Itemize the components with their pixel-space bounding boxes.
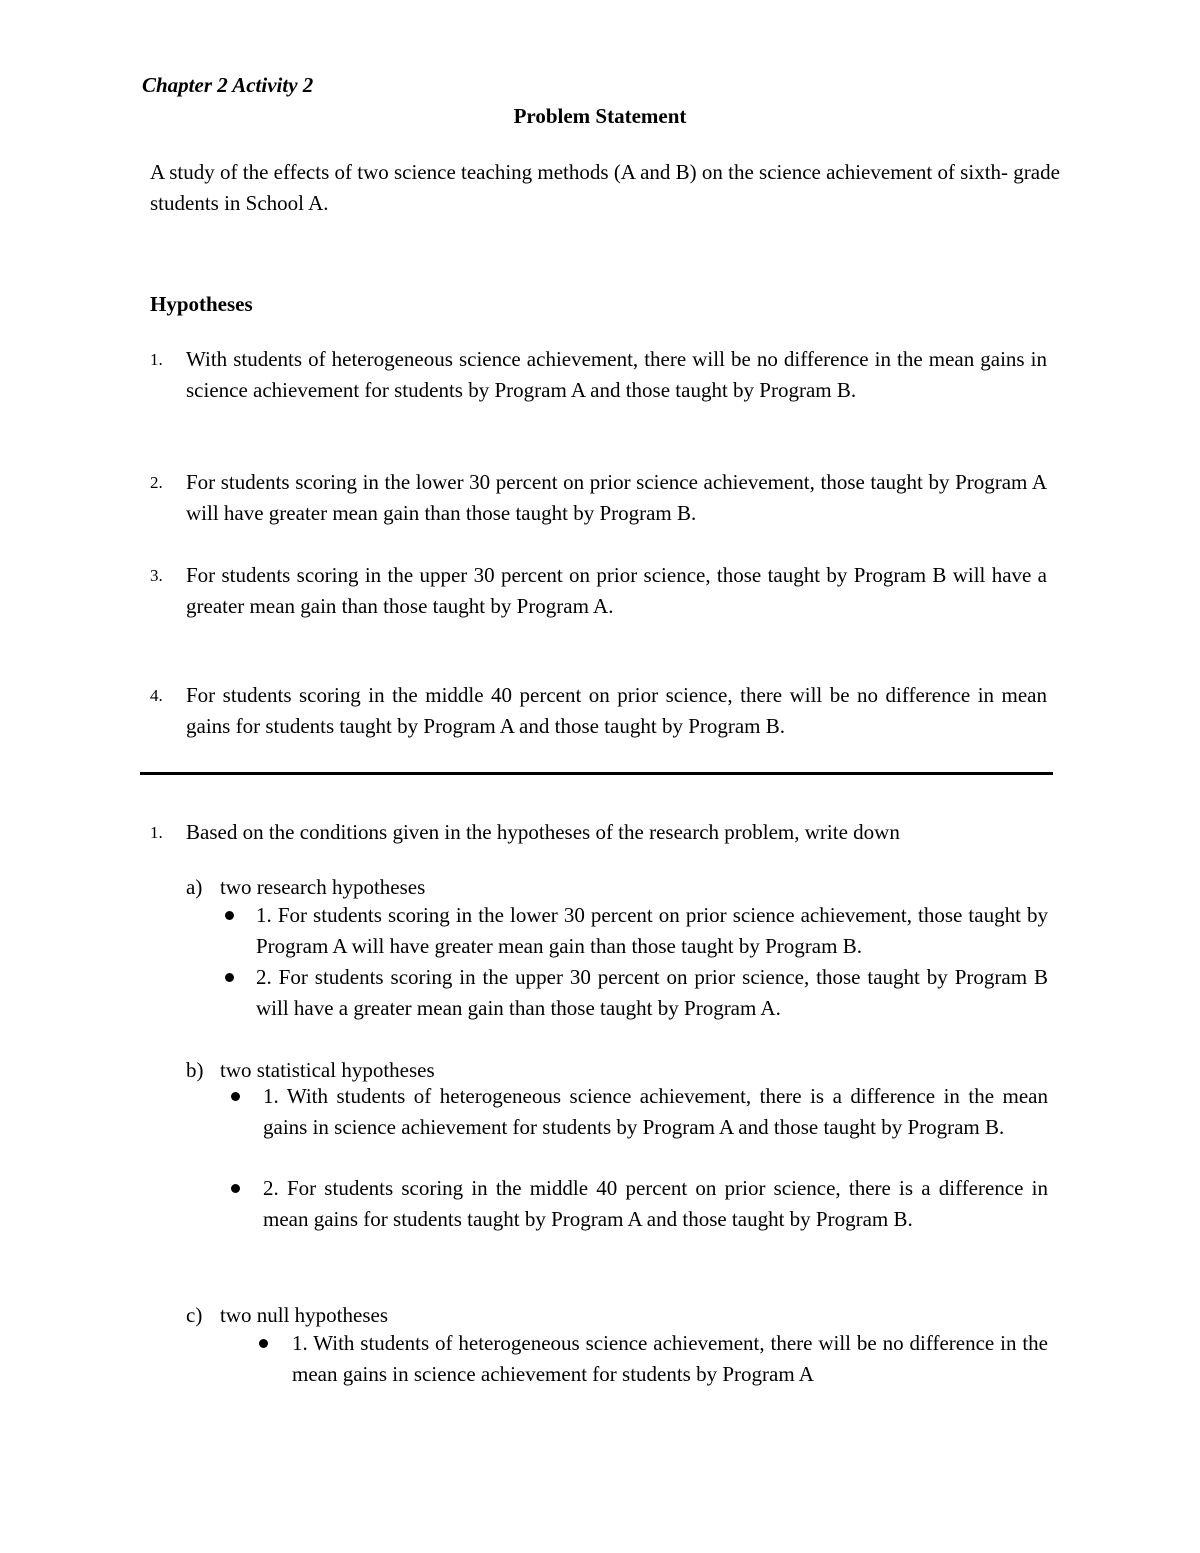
bullet-icon [259,1339,268,1348]
hypothesis-text: For students scoring in the middle 40 percent on prior science, there will be no difference in mean gains for students taught by Program A and those taught by Program B. [186,683,1047,738]
hypothesis-item-4 [150,680,1047,742]
part-b-bullet-2 [228,1173,1048,1235]
section-divider [140,772,1053,775]
hypothesis-text: For students scoring in the lower 30 percent on prior science achievement, those taught by Program A will have greater mean gain than those taught by Program B. [186,470,1047,525]
hypothesis-text: With students of heterogeneous science achievement, there will be no difference in the mean gains in science achievement for students by Program A and those taught by Program B. [186,347,1047,402]
list-number: 3. [150,566,163,585]
hypotheses-heading: Hypotheses [150,292,253,316]
part-label-text: two research hypotheses [220,875,426,899]
list-number: 2. [150,473,163,492]
part-a-bullet-2 [222,962,1048,1024]
bullet-text: 1. With students of heterogeneous science achievement, there is a difference in the mean gains in science achievement for students by Program A and those taught by Program B. [263,1084,1048,1139]
chapter-title: Chapter 2 Activity 2 [142,73,314,97]
part-label-text: two null hypotheses [220,1303,388,1327]
problem-statement-body: A study of the effects of two science teaching methods (A and B) on the science achievement of sixth- grade students in School A. [150,160,1060,215]
hypothesis-item-3 [150,560,1047,622]
hypothesis-item-2 [150,467,1047,529]
part-label-text: two statistical hypotheses [220,1058,435,1082]
part-c-bullet-1 [256,1328,1048,1390]
list-number: 4. [150,686,163,705]
part-a-bullet-1 [222,900,1048,962]
bullet-icon [225,973,234,982]
part-b-bullet-1 [228,1081,1048,1143]
part-letter: b) [186,1058,204,1082]
bullet-icon [231,1184,240,1193]
part-letter: c) [186,1303,203,1327]
list-number: 1. [150,350,163,369]
part-letter: a) [186,875,203,899]
bullet-text: 2. For students scoring in the middle 40 percent on prior science, there is a difference in mean gains for students taught by Program A and those taught by Program B. [263,1176,1048,1231]
bullet-text: 1. For students scoring in the lower 30 percent on prior science achievement, those taught by Program A will have greater mean gain than those taught by Program B. [256,903,1048,958]
bullet-icon [231,1092,240,1101]
bullet-text: 1. With students of heterogeneous science achievement, there will be no difference in the mean gains in science achievement for students by Program A [292,1331,1048,1386]
list-number: 1. [150,823,163,842]
question-item-1 [150,817,1047,848]
question-text: Based on the conditions given in the hypotheses of the research problem, write down [186,820,900,844]
bullet-icon [225,911,234,920]
bullet-text: 2. For students scoring in the upper 30 percent on prior science, those taught by Program B will have a greater mean gain than those taught by Program A. [256,965,1048,1020]
hypothesis-item-1 [150,344,1047,406]
problem-statement-heading: Problem Statement [513,104,687,128]
hypothesis-text: For students scoring in the upper 30 percent on prior science, those taught by Program B will have a greater mean gain than those taught by Program A. [186,563,1047,618]
